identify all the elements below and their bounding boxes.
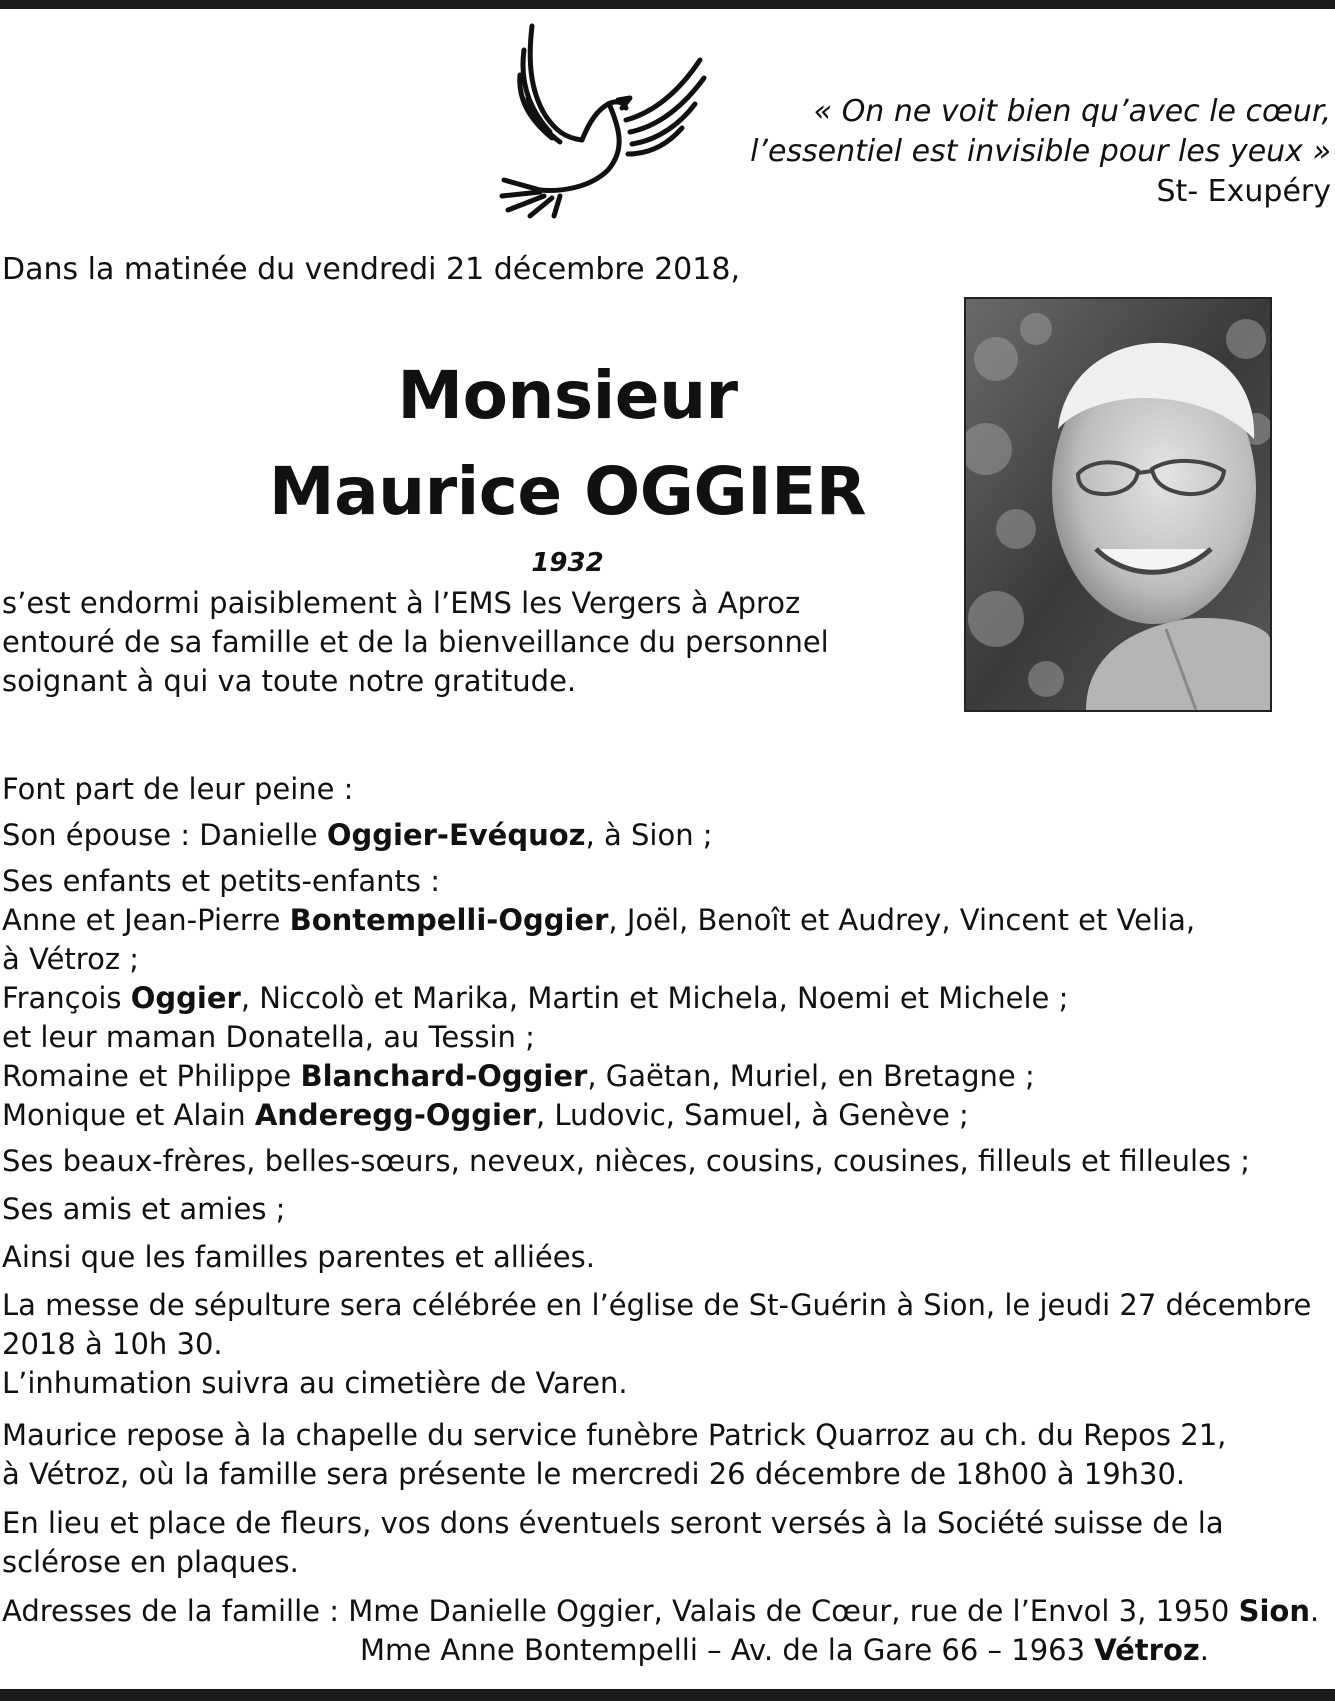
repose-info bbox=[2, 1416, 1332, 1494]
bottom-rule bbox=[0, 1689, 1335, 1701]
child-post: , Niccolò et Marika, Martin et Michela, Noemi et Michele ; bbox=[240, 981, 1069, 1015]
spouse-pre: Son épouse : Danielle bbox=[2, 818, 327, 852]
child-surname: Blanchard-Oggier bbox=[300, 1059, 588, 1093]
announcement-line: soignant à qui va toute notre gratitude. bbox=[2, 664, 577, 698]
quote-line: « On ne voit bien qu’avec le cœur, bbox=[813, 94, 1331, 129]
children-heading: Ses enfants et petits-enfants : bbox=[2, 864, 440, 898]
quote-author: St- Exupéry bbox=[1156, 174, 1331, 209]
child-pre: Romaine et Philippe bbox=[2, 1059, 301, 1093]
child-line bbox=[2, 979, 1332, 1018]
repose-line: à Vétroz, où la famille sera présente le mercredi 26 décembre de 18h00 à 19h30. bbox=[2, 1457, 1186, 1491]
flowers-info bbox=[2, 1504, 1332, 1582]
child-surname: Oggier bbox=[130, 981, 241, 1015]
children-block bbox=[2, 862, 1332, 1135]
family-addresses bbox=[2, 1592, 1332, 1670]
mass-line: La messe de sépulture sera célébrée en l’église de St-Guérin à Sion, le jeudi 27 décembre bbox=[2, 1288, 1312, 1322]
inlaws-line: Ses beaux-frères, belles-sœurs, neveux, nièces, cousins, cousines, filleuls et filleules ; bbox=[2, 1144, 1251, 1178]
child-post: , Joël, Benoît et Audrey, Vincent et Velia, bbox=[608, 903, 1196, 937]
address-line bbox=[2, 1592, 1332, 1631]
spouse-post: , à Sion ; bbox=[585, 818, 713, 852]
address-post: . bbox=[1310, 1594, 1320, 1628]
child-surname: Anderegg-Oggier bbox=[254, 1098, 536, 1132]
child-line-cont: à Vétroz ; bbox=[2, 942, 140, 976]
family-heading: Font part de leur peine : bbox=[2, 772, 354, 806]
child-line bbox=[2, 901, 1332, 940]
repose-line: Maurice repose à la chapelle du service funèbre Patrick Quarroz au ch. du Repos 21, bbox=[2, 1418, 1227, 1452]
child-post: , Ludovic, Samuel, à Genève ; bbox=[535, 1098, 969, 1132]
address-city: Sion bbox=[1238, 1594, 1310, 1628]
address-line bbox=[2, 1631, 1332, 1670]
address-pre: Adresses de la famille : Mme Danielle Oggier, Valais de Cœur, rue de l’Envol 3, 1950 bbox=[2, 1594, 1239, 1628]
deceased-name: Maurice OGGIER bbox=[268, 453, 867, 530]
mass-line: 2018 à 10h 30. bbox=[2, 1327, 223, 1361]
address-post: . bbox=[1199, 1633, 1209, 1667]
top-rule bbox=[0, 0, 1335, 9]
birth-year: 1932 bbox=[531, 548, 604, 578]
announcement bbox=[2, 584, 1332, 701]
intro-text: Dans la matinée du vendredi 21 décembre 2018, bbox=[2, 252, 740, 287]
friends-line: Ses amis et amies ; bbox=[2, 1192, 286, 1226]
announcement-line: s’est endormi paisiblement à l’EMS les Vergers à Aproz bbox=[2, 586, 801, 620]
child-pre: François bbox=[2, 981, 131, 1015]
address-pre: Mme Anne Bontempelli – Av. de la Gare 66 – 1963 bbox=[360, 1633, 1095, 1667]
spouse-line bbox=[2, 816, 1332, 855]
announcement-line: entouré de sa famille et de la bienveillance du personnel bbox=[2, 625, 829, 659]
child-post: , Gaëtan, Muriel, en Bretagne ; bbox=[587, 1059, 1035, 1093]
child-surname: Bontempelli-Oggier bbox=[289, 903, 609, 937]
flowers-line: sclérose en plaques. bbox=[2, 1545, 299, 1579]
child-pre: Monique et Alain bbox=[2, 1098, 255, 1132]
epigraph bbox=[750, 92, 1331, 212]
honorific: Monsieur bbox=[397, 357, 738, 434]
child-pre: Anne et Jean-Pierre bbox=[2, 903, 290, 937]
child-line bbox=[2, 1096, 1332, 1135]
relatives-line: Ainsi que les familles parentes et alliées. bbox=[2, 1240, 595, 1274]
child-line bbox=[2, 1057, 1332, 1096]
mass-info bbox=[2, 1286, 1332, 1403]
spouse-surname: Oggier-Evéquoz bbox=[326, 818, 586, 852]
quote-line: l’essentiel est invisible pour les yeux » bbox=[750, 134, 1331, 169]
child-line-cont: et leur maman Donatella, au Tessin ; bbox=[2, 1020, 535, 1054]
burial-line: L’inhumation suivra au cimetière de Varen. bbox=[2, 1366, 628, 1400]
flowers-line: En lieu et place de fleurs, vos dons éventuels seront versés à la Société suisse de la bbox=[2, 1506, 1224, 1540]
address-city: Vétroz bbox=[1094, 1633, 1200, 1667]
dove-icon bbox=[490, 20, 715, 220]
